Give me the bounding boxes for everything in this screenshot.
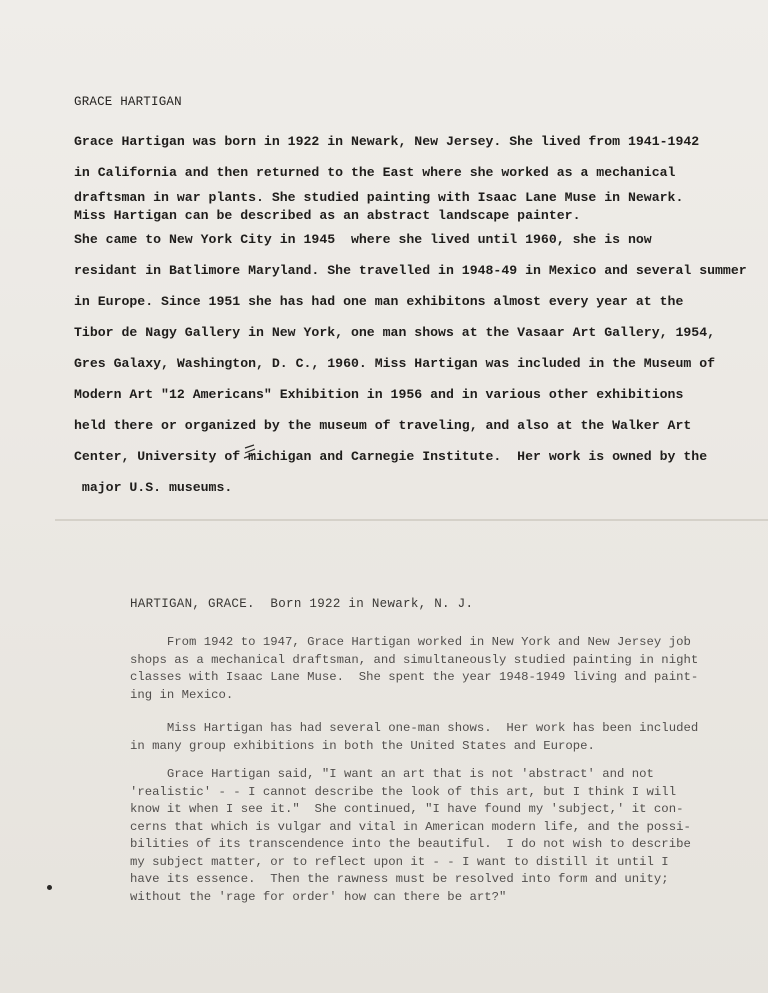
upper-record-body	[74, 126, 747, 503]
lower-line: Grace Hartigan said, "I want an art that is not 'abstract' and not	[130, 767, 654, 781]
upper-line: residant in Batlimore Maryland. She travelled in 1948-49 in Mexico and several summer	[74, 263, 747, 278]
upper-record-title: GRACE HARTIGAN	[74, 95, 182, 109]
upper-line: in California and then returned to the East where she worked as a mechanical	[74, 165, 676, 180]
lower-line: From 1942 to 1947, Grace Hartigan worked in New York and New Jersey job	[130, 635, 691, 649]
lower-paragraph	[130, 766, 691, 906]
upper-line: Miss Hartigan can be described as an abstract landscape painter.	[74, 208, 581, 223]
lower-paragraph	[130, 634, 698, 704]
upper-line: held there or organized by the museum of traveling, and also at the Walker Art	[74, 418, 692, 433]
lower-line: 'realistic' - - I cannot describe the look of this art, but I think I will	[130, 784, 677, 799]
lower-record-title: HARTIGAN, GRACE. Born 1922 in Newark, N. J.	[130, 597, 474, 611]
upper-line: major U.S. museums.	[74, 480, 233, 495]
upper-line: Gres Galaxy, Washington, D. C., 1960. Miss Hartigan was included in the Museum of	[74, 356, 716, 371]
upper-line: Center, University of michigan and Carnegie Institute. Her work is owned by the	[74, 449, 708, 464]
lower-line: bilities of its transcendence into the beautiful. I do not wish to describe	[130, 837, 691, 851]
lower-line: cerns that which is vulgar and vital in American modern life, and the possi-	[130, 819, 691, 834]
upper-line: Grace Hartigan was born in 1922 in Newark, New Jersey. She lived from 1941-1942	[74, 134, 700, 149]
upper-line: in Europe. Since 1951 she has had one man exhibitons almost every year at the	[74, 294, 684, 309]
lower-line: ing in Mexico.	[130, 687, 234, 702]
lower-line: have its essence. Then the rawness must be resolved into form and unity;	[130, 872, 669, 886]
lower-line: know it when I see it." She continued, "I have found my 'subject,' it con-	[130, 802, 684, 816]
margin-dot	[47, 885, 52, 890]
paper-fold-line	[55, 519, 768, 521]
lower-line: without the 'rage for order' how can there be art?"	[130, 889, 507, 904]
lower-paragraph	[130, 720, 698, 755]
lower-line: shops as a mechanical draftsman, and simultaneously studied painting in night	[130, 652, 699, 667]
upper-line: She came to New York City in 1945 where she lived until 1960, she is now	[74, 232, 652, 247]
lower-line: my subject matter, or to reflect upon it - - I want to distill it until I	[130, 854, 669, 869]
upper-line: Tibor de Nagy Gallery in New York, one man shows at the Vasaar Art Gallery, 1954,	[74, 325, 716, 340]
upper-line: Modern Art "12 Americans" Exhibition in 1956 and in various other exhibitions	[74, 387, 684, 402]
lower-line: classes with Isaac Lane Muse. She spent the year 1948-1949 living and paint-	[130, 670, 699, 684]
upper-line: draftsman in war plants. She studied painting with Isaac Lane Muse in Newark.	[74, 190, 684, 205]
handwritten-tick-mark	[243, 443, 257, 461]
lower-line: in many group exhibitions in both the United States and Europe.	[130, 738, 595, 753]
lower-line: Miss Hartigan has had several one-man shows. Her work has been included	[130, 721, 699, 735]
